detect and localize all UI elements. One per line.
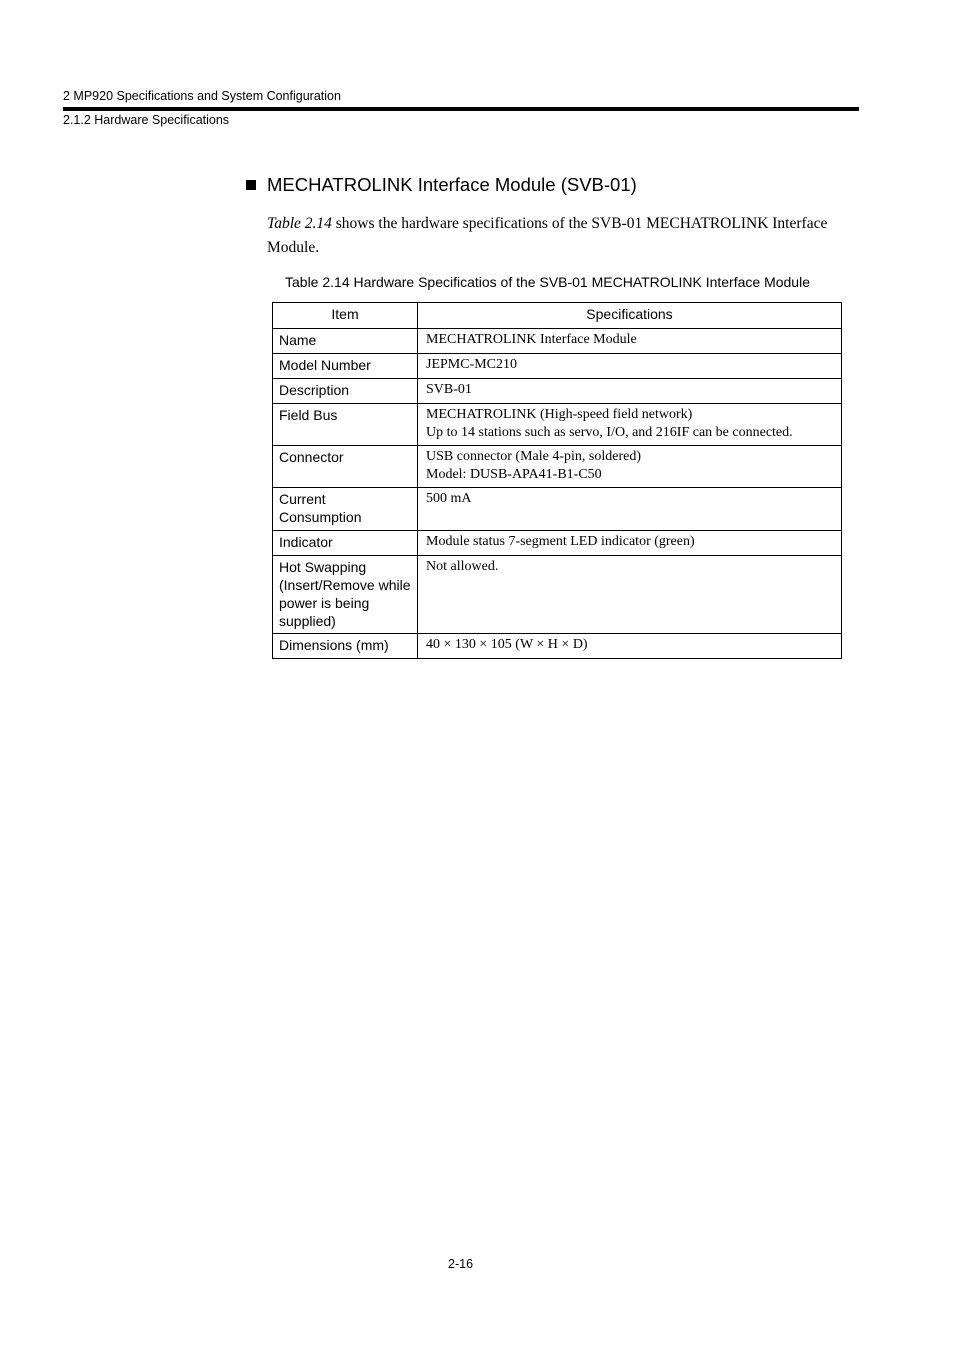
row-item-model-number: Model Number — [273, 354, 418, 379]
row-spec-name — [418, 329, 842, 354]
row-spec-indicator — [418, 531, 842, 556]
table-caption: Table 2.14 Hardware Specificatios of the SVB-01 MECHATROLINK Interface Module — [285, 274, 810, 290]
spec-line: Module status 7-segment LED indicator (green) — [426, 534, 695, 549]
section-heading — [246, 174, 637, 196]
table-row — [273, 488, 842, 531]
spec-line: Not allowed. — [426, 559, 499, 574]
spec-line: USB connector (Male 4-pin, soldered) — [426, 449, 641, 464]
table-row — [273, 329, 842, 354]
spec-line: SVB-01 — [426, 382, 472, 397]
row-spec-connector — [418, 446, 842, 488]
row-spec-description — [418, 379, 842, 404]
spec-line: Model: DUSB-APA41-B1-C50 — [426, 467, 602, 482]
table-reference: Table 2.14 — [267, 215, 332, 232]
spec-line: MECHATROLINK Interface Module — [426, 332, 637, 347]
table-row — [273, 354, 842, 379]
row-spec-dimensions — [418, 634, 842, 659]
row-spec-current-consumption — [418, 488, 842, 531]
intro-paragraph — [267, 212, 857, 260]
page-number: 2-16 — [448, 1257, 474, 1271]
spec-line: 500 mA — [426, 491, 472, 506]
section-heading-text: MECHATROLINK Interface Module (SVB-01) — [267, 174, 637, 195]
column-header-item: Item — [273, 303, 418, 329]
intro-text: shows the hardware specifications of the SVB-01 MECHATROLINK Interface Module. — [267, 215, 828, 256]
table-row — [273, 404, 842, 446]
table-row — [273, 556, 842, 634]
row-item-connector: Connector — [273, 446, 418, 488]
row-item-description: Description — [273, 379, 418, 404]
row-item-indicator: Indicator — [273, 531, 418, 556]
header-rule — [63, 107, 859, 111]
running-header-chapter: 2 MP920 Specifications and System Configuration — [63, 89, 341, 103]
spec-table — [272, 302, 842, 659]
spec-line: Up to 14 stations such as servo, I/O, and 216IF can be connected. — [426, 425, 793, 440]
spec-line: JEPMC-MC210 — [426, 357, 518, 372]
row-spec-field-bus — [418, 404, 842, 446]
column-header-specifications: Specifications — [418, 303, 842, 329]
spec-line: 40 × 130 × 105 (W × H × D) — [426, 637, 588, 652]
row-item-current-consumption: Current Consumption — [273, 488, 418, 531]
row-item-dimensions: Dimensions (mm) — [273, 634, 418, 659]
table-row — [273, 446, 842, 488]
spec-line: MECHATROLINK (High-speed field network) — [426, 407, 693, 422]
row-item-name: Name — [273, 329, 418, 354]
row-spec-model-number — [418, 354, 842, 379]
row-item-hot-swapping: Hot Swapping (Insert/Remove while power is being supplied) — [273, 556, 418, 634]
row-spec-hot-swapping — [418, 556, 842, 634]
table-row — [273, 634, 842, 659]
square-bullet-icon — [246, 180, 256, 190]
table-row — [273, 379, 842, 404]
row-item-field-bus: Field Bus — [273, 404, 418, 446]
table-row — [273, 531, 842, 556]
table-header-row — [273, 303, 842, 329]
running-header-section: 2.1.2 Hardware Specifications — [63, 113, 230, 127]
